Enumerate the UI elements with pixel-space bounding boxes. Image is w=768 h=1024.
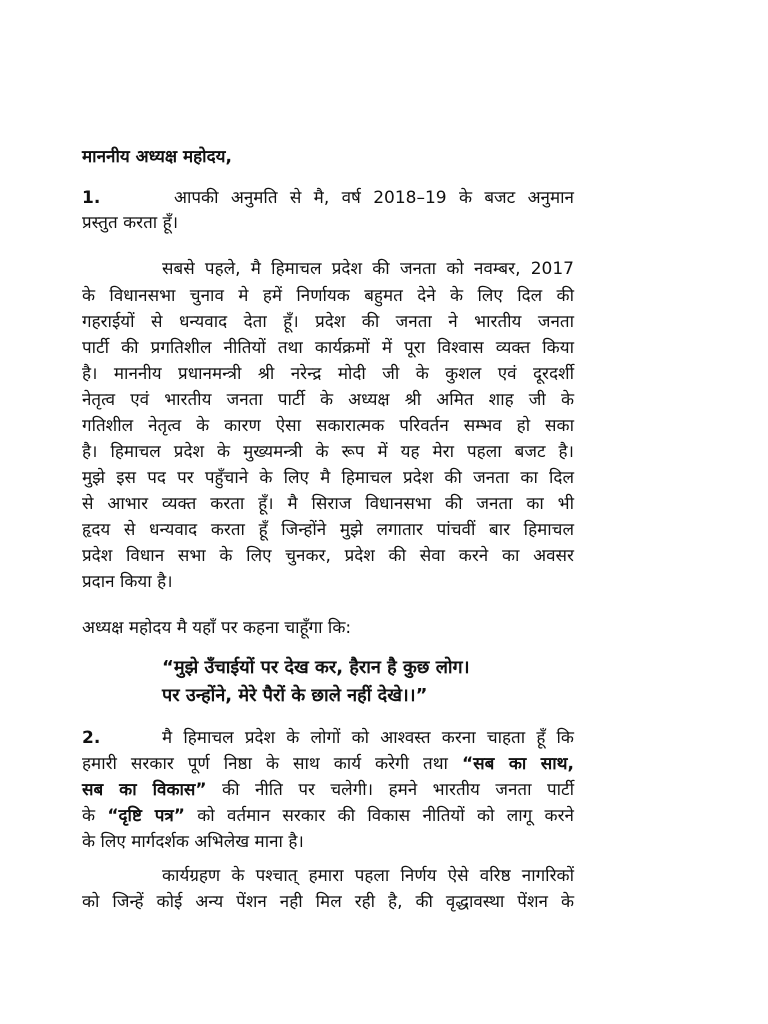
para1-text-line1: आपकी अनुमति से मै, वर्ष 2018–19 के बजट अनुमान [174,188,574,208]
quote-line-1: “मुझे उँचाईयों पर देख कर, हैरान है कुछ लोग। [162,657,470,678]
quote-line-2: पर उन्होंने, मेरे पैरों के छाले नहीं देखे।।” [162,685,428,706]
thanks-line-9: मुझे इस पद पर पहुँचाने के लिए मै हिमाचल प्रदेश की जनता का दिल [82,468,574,488]
thanks-line-5: है। माननीय प्रधानमन्त्री श्री नरेन्द्र मोदी जी के कुशल एवं दूरदर्शी [82,364,574,384]
para2-line4-text-c: को वर्तमान सरकार की विकास नीतियों को लागू करने [184,806,574,826]
thanks-line-10: से आभार व्यक्त करता हूँ। मै सिराज विधानसभा की जनता का भी [82,494,574,514]
para1-number: 1. [82,188,101,208]
thanks-line-3: गहराईयों से धन्यवाद देता हूँ। प्रदेश की जनता ने भारतीय जनता [82,312,574,332]
thanks-line-7: गतिशील नेतृत्व के कारण ऐसा सकारात्मक परिवर्तन सम्भव हो सका [82,416,574,436]
para2-line3-text: की नीति पर चलेगी। हमने भारतीय जनता पार्टी [206,780,574,800]
para3-line1: कार्यग्रहण के पश्चात् हमारा पहला निर्णय ऐसे वरिष्ठ नागरिकों [162,866,574,886]
para2-line2 [82,753,574,775]
salutation: माननीय अध्यक्ष महोदय, [82,147,232,167]
thanks-line-2: के विधानसभा चुनाव मे हमें निर्णायक बहुमत देने के लिए दिल की [82,286,574,306]
para2-text-line1: मै हिमाचल प्रदेश के लोगों को आश्वस्त करना चाहता हूँ कि [162,728,574,748]
para2-number: 2. [82,728,101,748]
thanks-line-4: पार्टी की प्रगतिशील नीतियों तथा कार्यक्रमों में पूरा विश्वास व्यक्त किया [82,338,574,358]
para2-line2-text: हमारी सरकार पूर्ण निष्ठा के साथ कार्य करेगी तथा [82,754,462,774]
thanks-line-12: प्रदेश विधान सभा के लिए चुनकर, प्रदेश की सेवा करने का अवसर [82,546,574,566]
para3-line2: को जिन्हें कोई अन्य पेंशन नही मिल रही है, की वृद्धावस्था पेंशन के [82,892,574,912]
thanks-line-11: हृदय से धन्यवाद करता हूँ जिन्होंने मुझे लगातार पांचवीं बार हिमाचल [82,520,574,540]
para2-line3 [82,779,574,801]
drishti-patra: “दृष्टि पत्र” [107,806,185,826]
thanks-line-8: है। हिमाचल प्रदेश के मुख्यमन्त्री के रूप में यह मेरा पहला बजट है। [82,442,574,462]
para2-line4 [82,805,574,827]
slogan-part-1: “सब का साथ, [461,754,574,774]
thanks-line-1: सबसे पहले, मै हिमाचल प्रदेश की जनता को नवम्बर, 2017 [162,259,574,279]
para1-text-line2: प्रस्तुत करता हूँ। [82,213,179,233]
thanks-line-6: नेतृत्व एवं भारतीय जनता पार्टी के अध्यक्ष श्री अमित शाह जी के [82,390,574,410]
para2-line4-text-a: के [82,806,108,826]
slogan-part-2: सब का विकास” [82,780,207,800]
quote-intro: अध्यक्ष महोदय मै यहाँ पर कहना चाहूँगा कि: [82,618,352,638]
para2-line5: के लिए मार्गदर्शक अभिलेख माना है। [82,832,304,852]
thanks-line-13: प्रदान किया है। [82,572,173,592]
